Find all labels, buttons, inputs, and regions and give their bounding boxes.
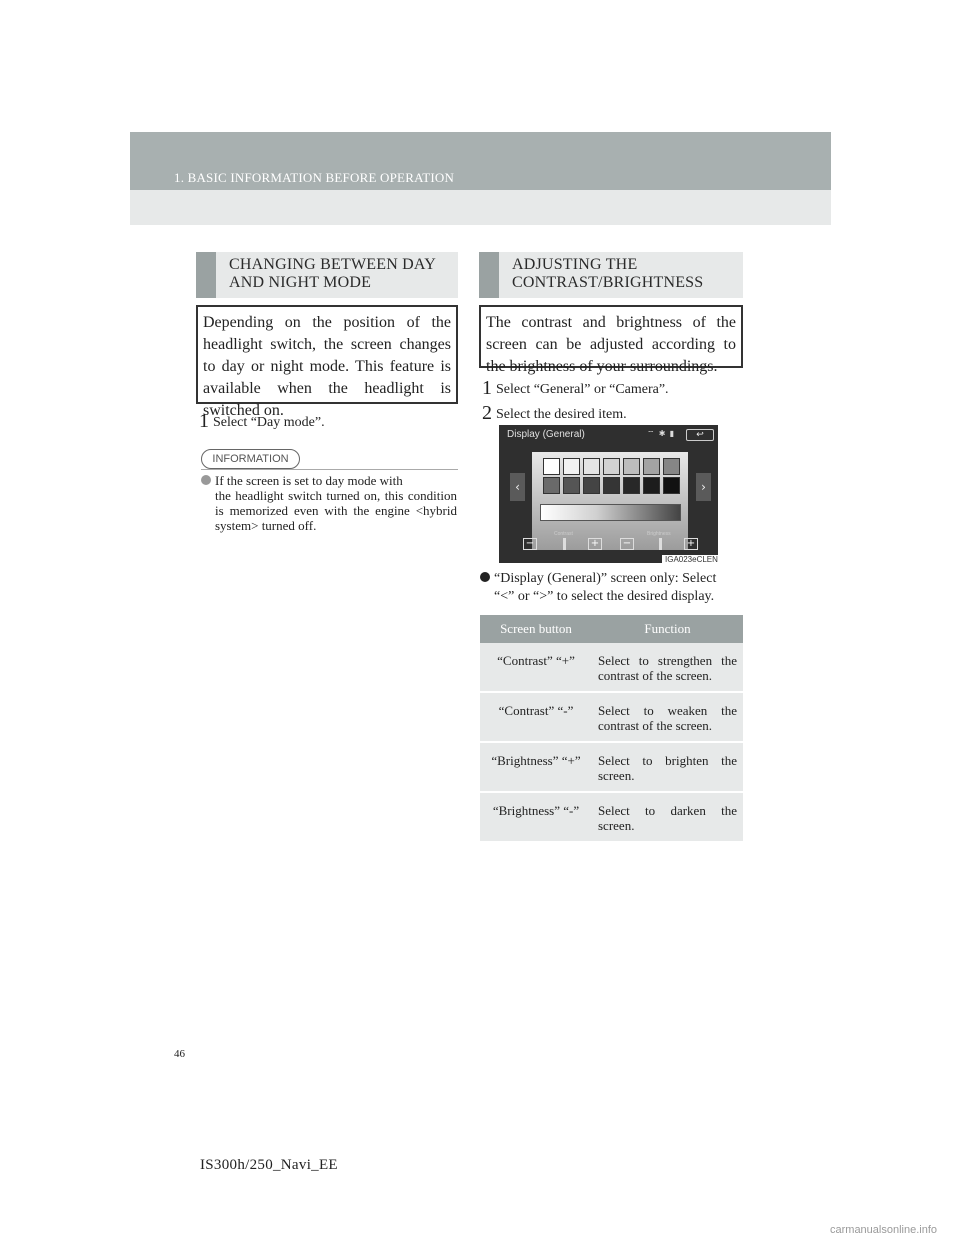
gray-swatch (563, 477, 580, 494)
row-button: “Contrast” “-” (480, 692, 592, 742)
row-function: Select to strengthen the contrast of the screen. (592, 643, 743, 692)
row-button: “Brightness” “-” (480, 792, 592, 842)
brightness-label: Brightness (647, 531, 671, 537)
back-icon[interactable]: ↩ (686, 429, 714, 441)
bullet-icon (480, 572, 490, 582)
section-heading-contrast (479, 252, 743, 298)
step-number: 1 (482, 377, 492, 399)
gray-swatch (543, 458, 560, 475)
day-night-description: Depending on the position of the headlight switch, the screen changes to day or night mode. This feature is available when the headlight is switched on. (196, 305, 458, 404)
table-row (480, 742, 743, 792)
brightness-level-marker (659, 538, 662, 550)
contrast-minus-button[interactable]: − (523, 538, 537, 550)
header-subband (130, 190, 831, 225)
brightness-minus-button[interactable]: − (620, 538, 634, 550)
watermark[interactable]: carmanualsonline.info (830, 1224, 938, 1236)
row-function: Select to darken the screen. (592, 792, 743, 842)
step-select-general (482, 377, 669, 400)
step-number: 2 (482, 402, 492, 424)
gray-swatch (583, 458, 600, 475)
gray-swatch (663, 458, 680, 475)
column-header-function: Function (592, 615, 743, 643)
information-text: If the screen is set to day mode with the headlight switch turned on, this condition is memorized even with the engine <hybrid system> turned off. (201, 473, 457, 533)
row-function: Select to weaken the contrast of the screen. (592, 692, 743, 742)
brightness-plus-button[interactable]: + (684, 538, 698, 550)
gray-swatch (603, 477, 620, 494)
screen-button-table (480, 615, 743, 843)
step-text: Select the desired item. (496, 407, 627, 422)
gray-swatch (623, 477, 640, 494)
heading-bar (196, 252, 216, 298)
gray-swatch (563, 458, 580, 475)
step-day-mode (199, 410, 325, 433)
footer-model-code: IS300h/250_Navi_EE (200, 1157, 338, 1173)
heading-text: CHANGING BETWEEN DAY AND NIGHT MODE (229, 256, 436, 291)
image-code: IGA023eCLEN (662, 555, 721, 564)
table-row (480, 792, 743, 842)
information-divider (201, 469, 458, 470)
header-title: 1. BASIC INFORMATION BEFORE OPERATION (174, 170, 455, 185)
screen-title: Display (General) (507, 429, 585, 440)
page-number: 46 (174, 1048, 185, 1060)
section-heading-day-night (196, 252, 458, 298)
table-header-row (480, 615, 743, 643)
step-text: Select “Day mode”. (213, 415, 325, 430)
row-button: “Contrast” “+” (480, 643, 592, 692)
gray-swatch (583, 477, 600, 494)
table-row (480, 643, 743, 692)
contrast-label: Contrast (554, 531, 573, 537)
heading-bar (479, 252, 499, 298)
contrast-level-marker (563, 538, 566, 550)
previous-display-button[interactable]: ‹ (510, 473, 525, 501)
column-header-screen-button: Screen button (480, 615, 592, 643)
bullet-icon (201, 475, 211, 485)
gray-swatch-grid (543, 458, 680, 494)
gray-swatch (543, 477, 560, 494)
table-row (480, 692, 743, 742)
step-number: 1 (199, 410, 209, 432)
step-select-item (482, 402, 627, 425)
gray-gradient-bar (540, 504, 681, 521)
heading-text: ADJUSTING THE CONTRAST/BRIGHTNESS (512, 256, 704, 291)
contrast-plus-button[interactable]: + (588, 538, 602, 550)
display-general-screenshot (499, 425, 718, 563)
gray-swatch (643, 458, 660, 475)
row-function: Select to brighten the screen. (592, 742, 743, 792)
display-general-note: “Display (General)” screen only: Select “<” or “>” to select the desired display. (480, 570, 743, 606)
gray-swatch (623, 458, 640, 475)
next-display-button[interactable]: › (696, 473, 711, 501)
gray-swatch (603, 458, 620, 475)
gray-swatch (643, 477, 660, 494)
information-badge: INFORMATION (201, 449, 300, 469)
status-icons: ⌔ ✱ ▮ (647, 429, 676, 438)
contrast-description: The contrast and brightness of the screen can be adjusted according to the brightness of your surroundings. (479, 305, 743, 368)
gray-swatch (663, 477, 680, 494)
step-text: Select “General” or “Camera”. (496, 382, 669, 397)
row-button: “Brightness” “+” (480, 742, 592, 792)
